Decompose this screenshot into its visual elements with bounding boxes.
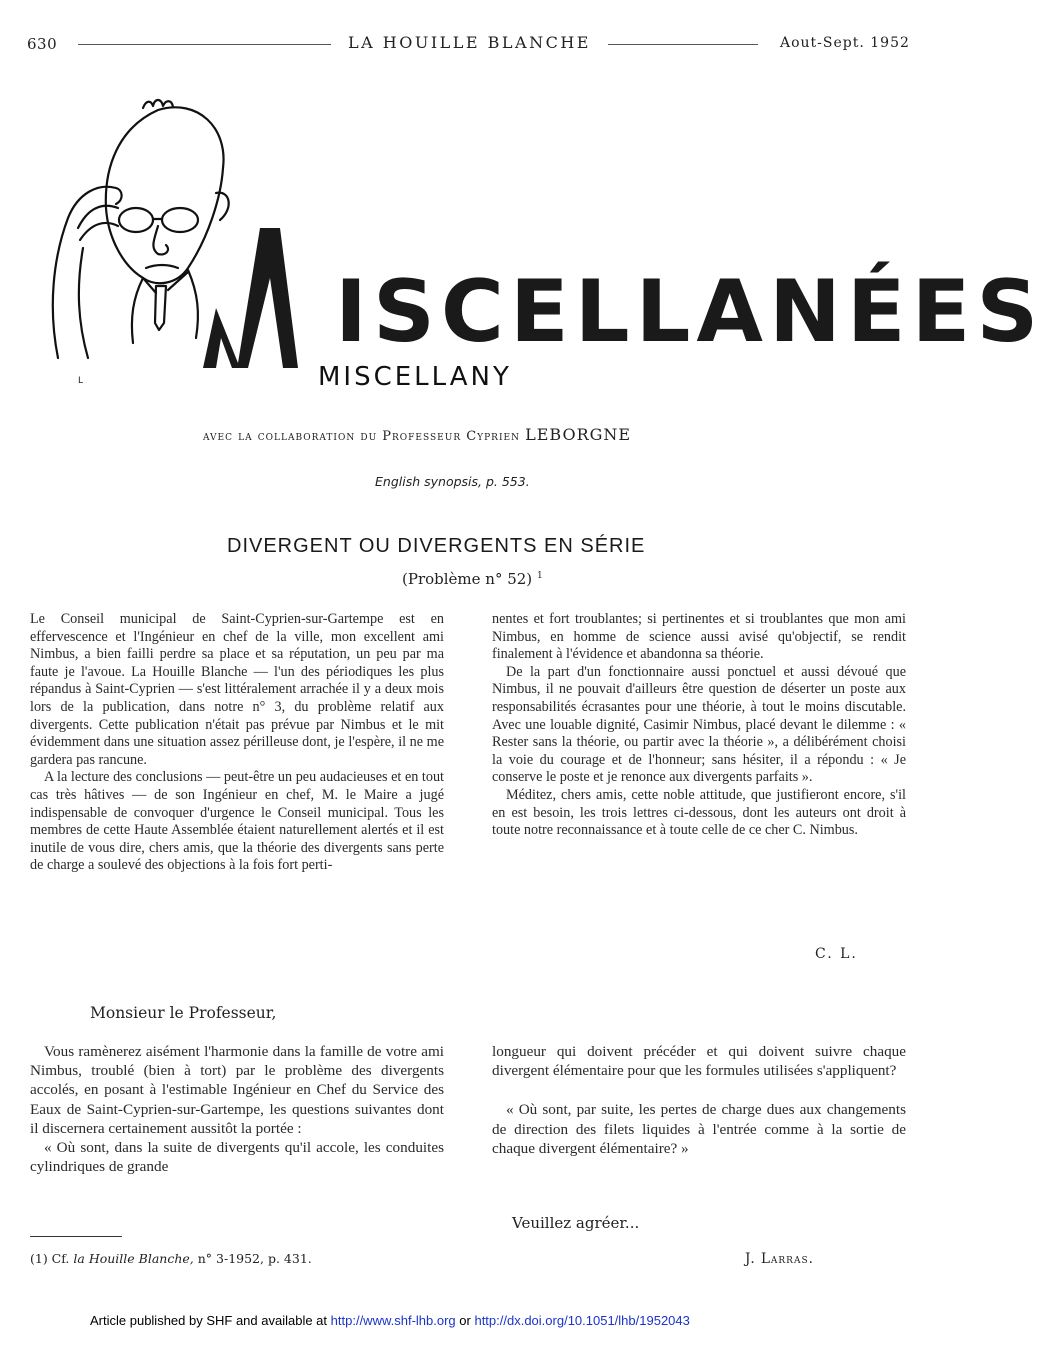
letter-salutation: Monsieur le Professeur, xyxy=(90,1004,277,1022)
footnote-rule xyxy=(30,1236,122,1237)
professor-caricature-illustration xyxy=(38,98,318,398)
header-rule-right xyxy=(608,44,758,45)
artist-signature: L xyxy=(78,376,84,386)
letter-column-left xyxy=(30,1042,444,1176)
letter-author: J. Larras. xyxy=(745,1251,814,1267)
collaboration-prefix: avec la collaboration du Professeur Cyprien xyxy=(203,429,520,444)
paragraph: A la lecture des conclusions — peut-être un peu audacieuses et en tout cas très hâtives — de son Ingénieur en chef, M. le Maire a jugé indispensable de convoquer d'urgence le Conseil municipal. Tous les membres de cette Haute Assemblée étaient naturellement alertés et il est inutile de vous dire, chers amis, que la théorie des divergents sans perte de charge a soulevé des objections à la fois fort perti- xyxy=(30,769,444,874)
section-subtitle: MISCELLANY xyxy=(318,362,512,392)
article-column-right xyxy=(492,611,906,840)
footnote-ref: n° 3-1952, p. 431. xyxy=(197,1251,312,1266)
paragraph: « Où sont, dans la suite de divergents qu'il accole, les conduites cylindriques de grande xyxy=(30,1139,444,1176)
section-title: ISCELLANÉES xyxy=(335,262,1044,362)
letter-closing: Veuillez agréer... xyxy=(512,1214,640,1232)
doi-link[interactable]: http://dx.doi.org/10.1051/lhb/1952043 xyxy=(474,1313,690,1328)
footnote-prefix: (1) Cf. xyxy=(30,1251,70,1266)
english-synopsis-ref: English synopsis, p. 553. xyxy=(375,474,530,489)
paragraph: longueur qui doivent précéder et qui doivent suivre chaque divergent élémentaire pour que les formules utilisées s'appliquent? xyxy=(492,1043,906,1080)
paragraph: « Où sont, par suite, les pertes de charge dues aux changements de direction des filets liquides à l'entrée comme à la sortie de chaque divergent élémentaire? » xyxy=(492,1101,906,1157)
article-title: DIVERGENT OU DIVERGENTS EN SÉRIE xyxy=(227,535,646,557)
paragraph: Vous ramènerez aisément l'harmonie dans la famille de votre ami Nimbus, troublé (bien à tort) par le problème des divergents accolés, en posant à l'estimable Ingénieur en Chef du Service des Eaux de Saint-Cyprien-sur-Gartempe, les questions suivantes dont il discernera certainement aussitôt la portée : xyxy=(30,1043,444,1137)
publication-note xyxy=(90,1313,690,1328)
publication-prefix: Article published by SHF and available at xyxy=(90,1313,328,1328)
footnote xyxy=(30,1251,312,1266)
letter-column-right xyxy=(492,1042,906,1178)
article-column-left xyxy=(30,611,444,875)
paragraph: nentes et fort troublantes; si pertinentes et si troublantes que mon ami Nimbus, en homme de science aussi avisé qu'objectif, se rendit finalement à l'évidence et abandonna sa théorie. xyxy=(492,611,906,663)
collaboration-line xyxy=(203,425,631,444)
problem-number xyxy=(402,570,543,588)
journal-name: LA HOUILLE BLANCHE xyxy=(348,33,591,52)
collaborator-name: LEBORGNE xyxy=(525,425,632,444)
problem-label: (Problème n° 52) xyxy=(402,570,533,588)
paragraph: Le Conseil municipal de Saint-Cyprien-sur-Gartempe est en effervescence et l'Ingénieur en chef de la ville, mon excellent ami Nimbus, a bien failli perdre sa place et sa réputation, un peu par ma faute je l'avoue. La Houille Blanche — l'un des périodiques les plus répandus à Saint-Cyprien — s'est littéralement arrachée il y a deux mois lors de la publication, dans notre n° 3, du problème relatif aux divergents. Cette publication n'était pas prévue par Nimbus et le mit évidemment dans une situation assez périlleuse dont, je l'espère, il ne me gardera pas rancune. xyxy=(30,611,444,768)
footnote-journal: la Houille Blanche, xyxy=(73,1251,194,1266)
header-rule-left xyxy=(78,44,331,45)
issue-date: Aout-Sept. 1952 xyxy=(780,35,910,51)
author-initials: C. L. xyxy=(815,946,858,962)
page-number: 630 xyxy=(27,35,58,53)
footnote-marker: 1 xyxy=(536,571,543,581)
shf-link[interactable]: http://www.shf-lhb.org xyxy=(330,1313,456,1328)
publication-mid: or xyxy=(459,1313,471,1328)
paragraph: De la part d'un fonctionnaire aussi ponctuel et aussi dévoué que Nimbus, il ne pouvait d'ailleurs être question de déserter un poste aux responsabilités écrasantes pour une théorie, à tout le moins discutable. Avec une louable dignité, Casimir Nimbus, placé devant le dilemme : « Rester sans la théorie, ou partir avec la théorie », a délibérément choisi la voie du courage et de l'honneur; sans hésiter, il a répondu : « Je conserve le poste et je renonce aux divergents parfaits ». xyxy=(492,663,906,786)
paragraph: Méditez, chers amis, cette noble attitude, que justifieront encore, s'il en est besoin, les trois lettres ci-dessous, dont les auteurs ont droit à toute notre reconnaissance et à toute celle de ce cher C. Nimbus. xyxy=(492,786,906,839)
